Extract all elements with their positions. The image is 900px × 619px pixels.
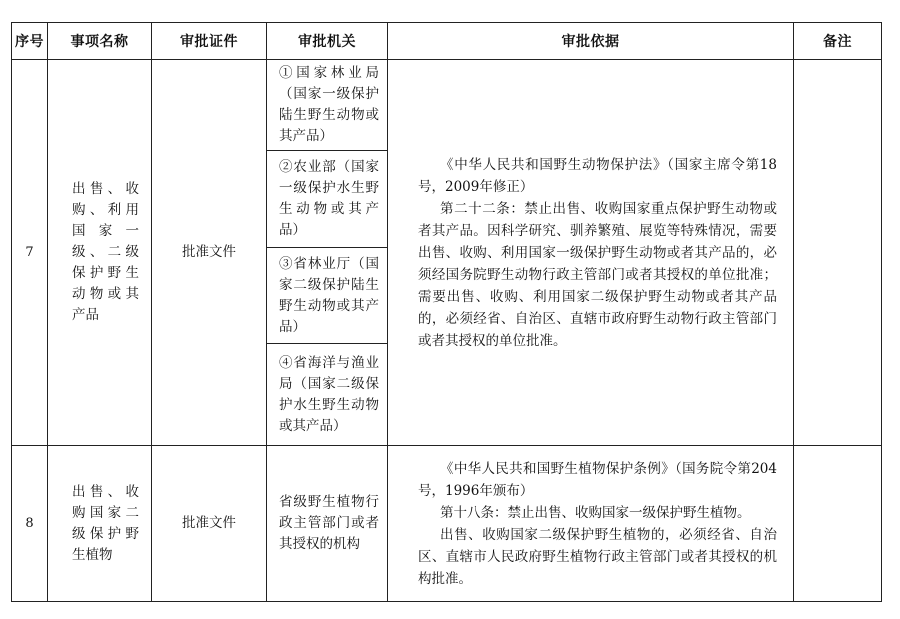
row-seq: 7 <box>12 60 48 446</box>
header-row <box>12 23 882 60</box>
header-note: 备注 <box>794 23 882 60</box>
basis-clause: 第二十二条：禁止出售、收购国家重点保护野生动物或者其产品。因科学研究、驯养繁殖、展览等特殊情况，需要出售、收购、利用国家一级保护野生动物或者其产品的，必须经国务院野生动物行政主管部门或者其授权的单位批准；需要出售、收购、利用国家二级保护野生动物或者其产品的，必须经省、自治区、直辖市政府野生动物行政主管部门或者其授权的单位批准。 <box>418 200 777 349</box>
authority-text: 省级野生植物行政主管部门或者其授权的机构 <box>279 494 379 552</box>
authority-text: ③省林业厅（国家二级保护陆生野生动物或其产品） <box>279 255 379 335</box>
basis-clause: 出售、收购国家二级保护野生植物的，必须经省、自治区、直辖市人民政府野生植物行政主管部门或者其授权的机构批准。 <box>418 526 777 587</box>
row-item-name <box>48 60 152 446</box>
row-authority <box>267 344 388 446</box>
header-item-name: 事项名称 <box>48 23 152 60</box>
basis-law: 《中华人民共和国野生植物保护条例》（国务院令第204号，1996年颁布） <box>418 460 777 499</box>
header-certificate: 审批证件 <box>152 23 267 60</box>
row-item-name-text: 出售、收购、利用国家一级、二级保护野生动物或其产品 <box>72 181 139 323</box>
approval-table <box>11 22 882 602</box>
row-authority <box>267 446 388 602</box>
basis-clause: 第十八条：禁止出售、收购国家一级保护野生植物。 <box>440 504 751 521</box>
header-basis: 审批依据 <box>388 23 794 60</box>
basis-law: 《中华人民共和国野生动物保护法》（国家主席令第18号，2009年修正） <box>418 156 777 195</box>
row-authority <box>267 60 388 151</box>
row-basis <box>388 60 794 446</box>
row-item-name-text: 出售、收购国家二级保护野生植物 <box>72 483 139 563</box>
header-authority: 审批机关 <box>267 23 388 60</box>
authority-text: ④省海洋与渔业局（国家二级保护水生野生动物或其产品） <box>279 354 379 434</box>
row-basis <box>388 446 794 602</box>
table-row <box>12 446 882 602</box>
header-seq: 序号 <box>12 23 48 60</box>
row-authority <box>267 248 388 344</box>
row-authority <box>267 151 388 248</box>
row-note <box>794 446 882 602</box>
authority-text: ①国家林业局（国家一级保护陆生野生动物或其产品） <box>279 65 379 144</box>
row-seq: 8 <box>12 446 48 602</box>
row-item-name <box>48 446 152 602</box>
row-note <box>794 60 882 446</box>
row-certificate: 批准文件 <box>152 446 267 602</box>
row-certificate: 批准文件 <box>152 60 267 446</box>
authority-text: ②农业部（国家一级保护水生野生动物或其产品） <box>279 159 379 238</box>
table-row <box>12 60 882 151</box>
